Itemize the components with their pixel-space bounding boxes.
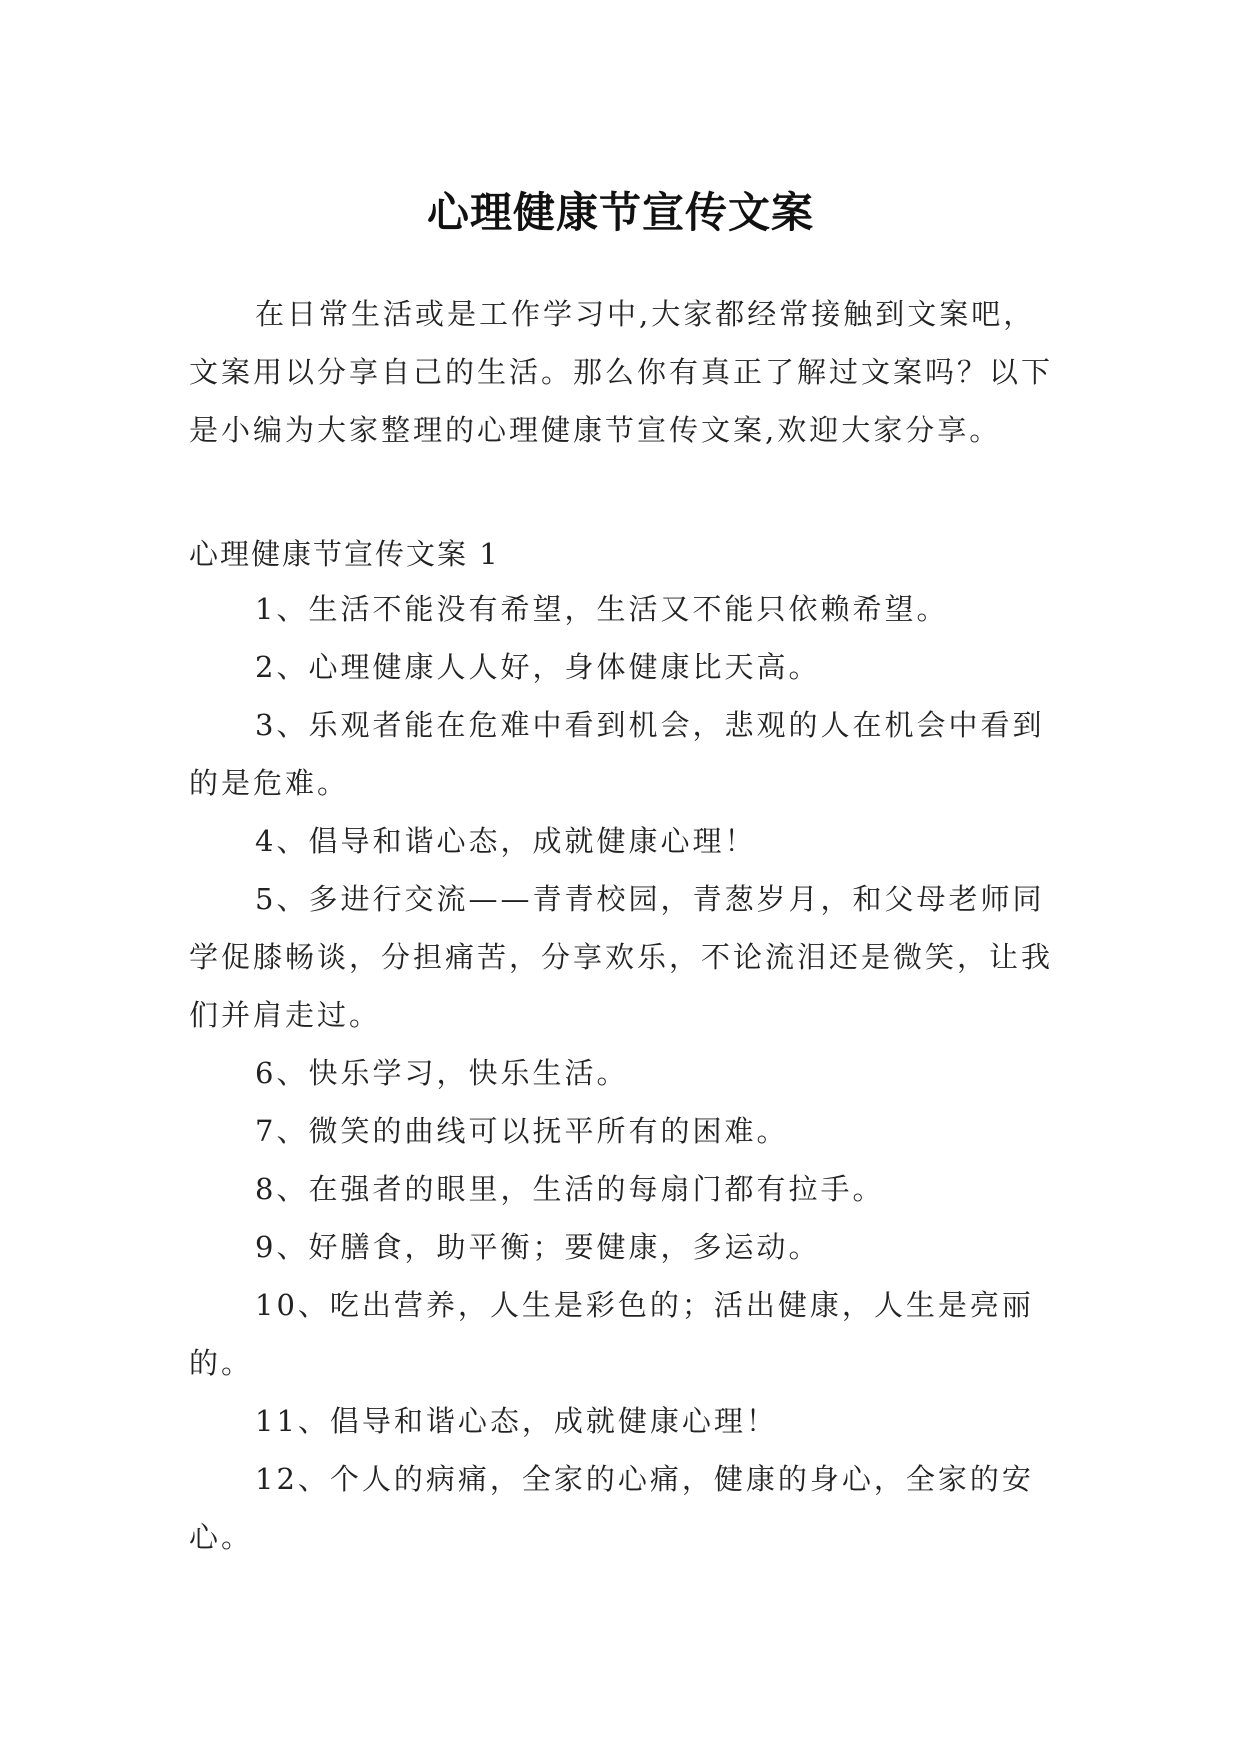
slogan-list xyxy=(189,580,1059,1566)
list-item: 6、快乐学习，快乐生活。 xyxy=(255,1056,629,1090)
list-item: 4、倡导和谐心态，成就健康心理！ xyxy=(255,824,757,858)
list-item: 12、个人的病痛，全家的心痛，健康的身心，全家的安心。 xyxy=(189,1462,1034,1554)
list-item: 2、心理健康人人好，身体健康比天高。 xyxy=(255,650,821,684)
list-item: 8、在强者的眼里，生活的每扇门都有拉手。 xyxy=(255,1172,885,1206)
section-heading: 心理健康节宣传文案 1 xyxy=(189,537,500,571)
intro-paragraph: 在日常生活或是工作学习中,大家都经常接触到文案吧，文案用以分享自己的生活。那么你有真正了解过文案吗？以下是小编为大家整理的心理健康节宣传文案,欢迎大家分享。 xyxy=(189,297,1054,447)
list-item: 3、乐观者能在危难中看到机会，悲观的人在机会中看到的是危难。 xyxy=(189,708,1045,800)
document-title: 心理健康节宣传文案 xyxy=(426,188,814,238)
list-item: 5、多进行交流——青青校园，青葱岁月，和父母老师同学促膝畅谈，分担痛苦，分享欢乐，不论流泪还是微笑，让我们并肩走过。 xyxy=(189,882,1054,1032)
list-item: 11、倡导和谐心态，成就健康心理！ xyxy=(255,1404,778,1438)
list-item: 1、生活不能没有希望，生活又不能只依赖希望。 xyxy=(255,592,949,626)
list-item: 9、好膳食，助平衡；要健康，多运动。 xyxy=(255,1230,821,1264)
list-item: 10、吃出营养，人生是彩色的；活出健康，人生是亮丽的。 xyxy=(189,1288,1034,1380)
list-item: 7、微笑的曲线可以抚平所有的困难。 xyxy=(255,1114,789,1148)
